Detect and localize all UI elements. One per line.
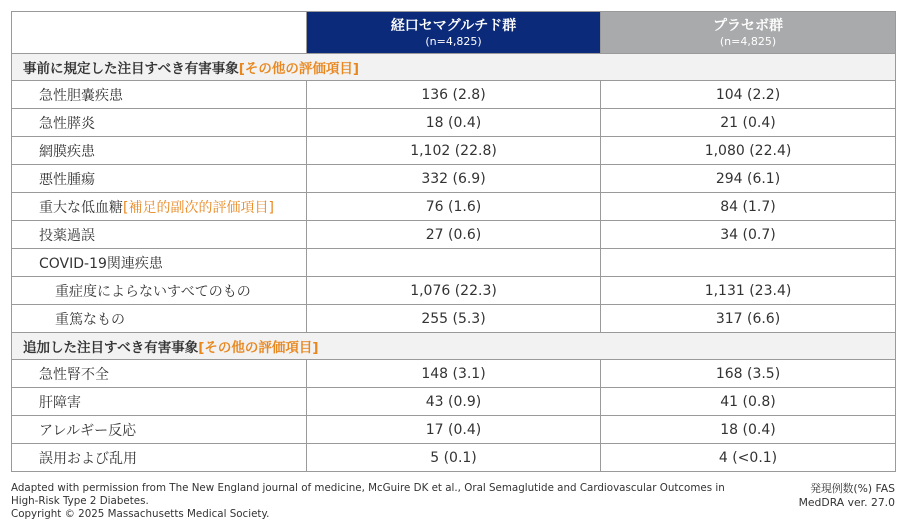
row-name: 重症度によらないすべてのもの (12, 277, 307, 305)
table-row (12, 360, 896, 388)
section-row (12, 54, 896, 81)
table-row (12, 221, 896, 249)
table-row (12, 388, 896, 416)
drug-value (307, 249, 601, 277)
table-row (12, 444, 896, 472)
placebo-value: 1,131 (23.4) (601, 277, 896, 305)
drug-value: 43 (0.9) (307, 388, 601, 416)
copyright-line: Copyright © 2025 Massachusetts Medical Society. (11, 508, 270, 520)
drug-value: 27 (0.6) (307, 221, 601, 249)
header-drug-name: 経口セマグルチド群 (390, 17, 517, 34)
section-tag: [その他の評価項目] (198, 340, 319, 356)
placebo-value: 294 (6.1) (601, 165, 896, 193)
row-name: 急性胆嚢疾患 (12, 81, 307, 109)
placebo-value: 18 (0.4) (601, 416, 896, 444)
source-line: Adapted with permission from The New England journal of medicine, McGuire DK et al., Oral Semaglutide and Cardiovascular Outcomes in (11, 482, 725, 494)
drug-value: 148 (3.1) (307, 360, 601, 388)
row-tag: [補足的副次的評価項目] (123, 199, 274, 216)
placebo-value: 41 (0.8) (601, 388, 896, 416)
header-placebo-name: プラセボ群 (713, 17, 783, 34)
table-row (12, 137, 896, 165)
header-blank-cell (12, 12, 307, 54)
header-oral-semaglutide (307, 12, 601, 54)
drug-value: 1,102 (22.8) (307, 137, 601, 165)
section-title-cell (12, 54, 896, 81)
row-name-cell (12, 193, 307, 221)
note-meddra: MedDRA ver. 27.0 (798, 496, 895, 509)
table-header-row (12, 12, 896, 54)
drug-value: 18 (0.4) (307, 109, 601, 137)
placebo-value: 1,080 (22.4) (601, 137, 896, 165)
section-title: 事前に規定した注目すべき有害事象 (23, 61, 239, 77)
drug-value: 332 (6.9) (307, 165, 601, 193)
header-placebo (601, 12, 896, 54)
section-title-cell (12, 333, 896, 360)
placebo-value: 84 (1.7) (601, 193, 896, 221)
section-title: 追加した注目すべき有害事象 (23, 340, 199, 356)
source-line: High-Risk Type 2 Diabetes. (11, 495, 149, 507)
row-name: 網膜疾患 (12, 137, 307, 165)
row-name: COVID-19関連疾患 (12, 249, 307, 277)
table-row (12, 249, 896, 277)
placebo-value: 104 (2.2) (601, 81, 896, 109)
table-row (12, 277, 896, 305)
table-row (12, 165, 896, 193)
table-row (12, 109, 896, 137)
drug-value: 1,076 (22.3) (307, 277, 601, 305)
table-notes (799, 482, 895, 510)
section-row (12, 333, 896, 360)
table-row (12, 305, 896, 333)
table-row (12, 416, 896, 444)
placebo-value: 317 (6.6) (601, 305, 896, 333)
row-name: 急性腎不全 (12, 360, 307, 388)
drug-value: 5 (0.1) (307, 444, 601, 472)
table-row (12, 193, 896, 221)
row-name: アレルギー反応 (12, 416, 307, 444)
row-name: 重大な低血糖 (39, 199, 123, 216)
note-fas: 発現例数(%) FAS (810, 482, 895, 495)
row-name: 急性膵炎 (12, 109, 307, 137)
drug-value: 136 (2.8) (307, 81, 601, 109)
placebo-value: 34 (0.7) (601, 221, 896, 249)
placebo-value: 168 (3.5) (601, 360, 896, 388)
row-name: 重篤なもの (12, 305, 307, 333)
drug-value: 76 (1.6) (307, 193, 601, 221)
section-tag: [その他の評価項目] (238, 61, 360, 77)
table-row (12, 81, 896, 109)
drug-value: 255 (5.3) (307, 305, 601, 333)
placebo-value: 4 (<0.1) (601, 444, 896, 472)
row-name: 肝障害 (12, 388, 307, 416)
drug-value: 17 (0.4) (307, 416, 601, 444)
adverse-events-table (11, 11, 896, 472)
header-placebo-n: (n=4,825) (719, 34, 777, 48)
placebo-value (601, 249, 896, 277)
row-name: 投薬過誤 (12, 221, 307, 249)
row-name: 誤用および乱用 (12, 444, 307, 472)
placebo-value: 21 (0.4) (601, 109, 896, 137)
source-citation (11, 482, 771, 521)
row-name: 悪性腫瘍 (12, 165, 307, 193)
header-drug-n: (n=4,825) (425, 34, 482, 48)
